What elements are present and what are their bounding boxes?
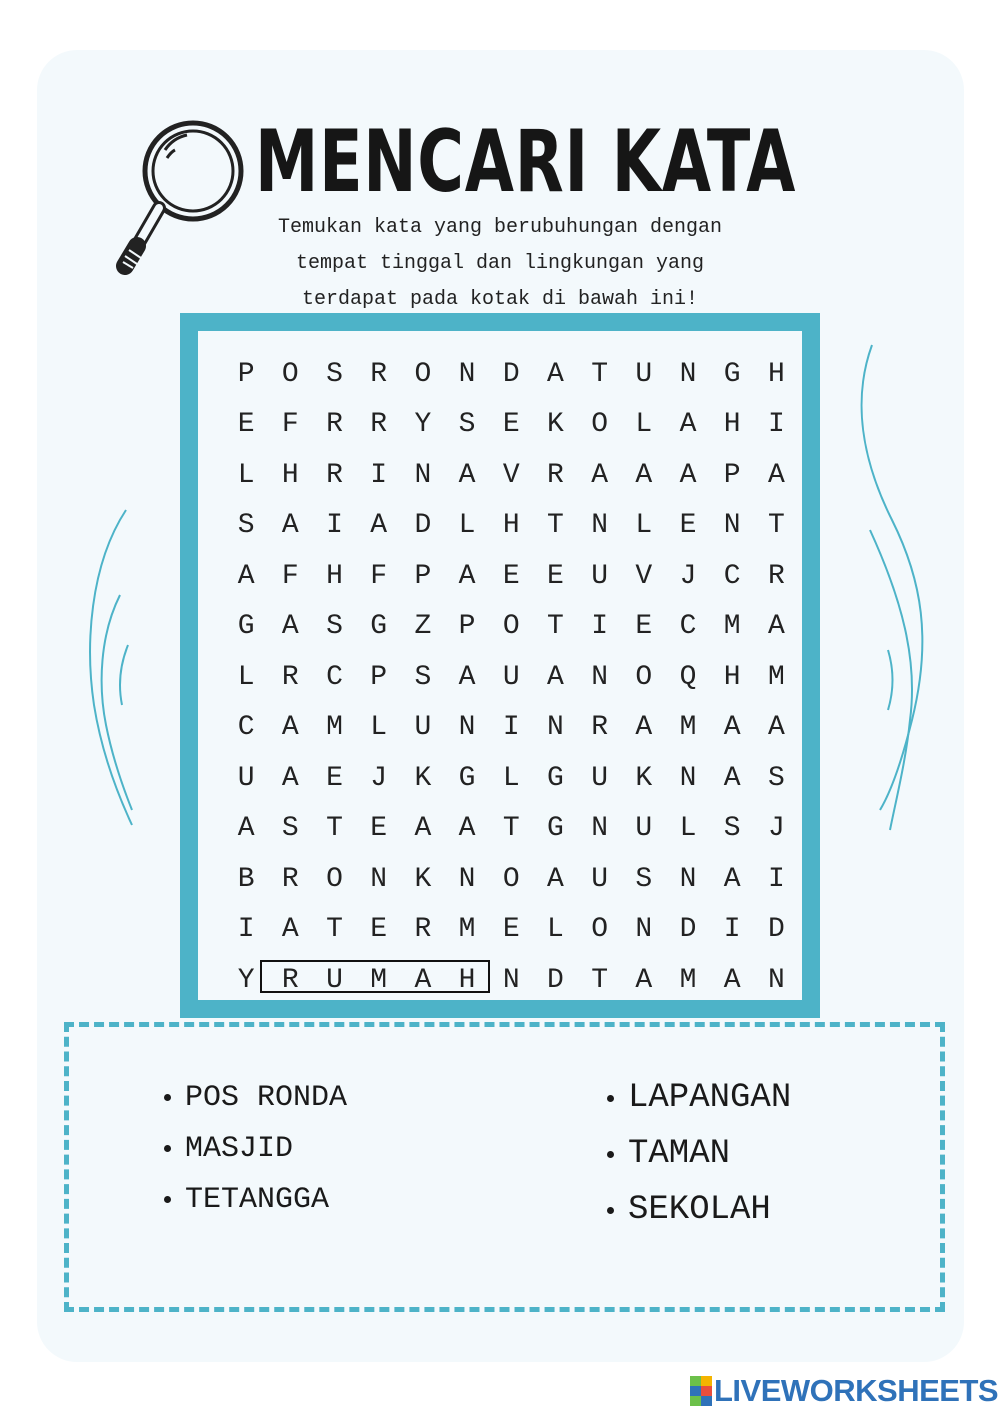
- grid-letter[interactable]: E: [326, 762, 343, 794]
- grid-letter[interactable]: A: [591, 459, 608, 491]
- grid-letter[interactable]: S: [414, 661, 432, 693]
- grid-letter[interactable]: O: [414, 358, 432, 390]
- grid-letter[interactable]: I: [591, 611, 608, 643]
- word-item: [164, 1072, 347, 1123]
- grid-letter[interactable]: R: [281, 964, 299, 996]
- grid-letter[interactable]: C: [237, 712, 255, 744]
- grid-letter[interactable]: M: [458, 914, 476, 946]
- grid-letter[interactable]: E: [502, 560, 520, 592]
- grid-letter[interactable]: R: [414, 914, 432, 946]
- grid-letter[interactable]: A: [635, 964, 653, 996]
- grid-letter[interactable]: U: [502, 661, 520, 693]
- grid-letter[interactable]: S: [723, 813, 741, 845]
- grid-letter[interactable]: U: [326, 964, 343, 996]
- grid-letter[interactable]: T: [767, 510, 785, 542]
- grid-letter[interactable]: K: [414, 762, 432, 794]
- grid-letter[interactable]: E: [547, 560, 564, 592]
- grid-letter[interactable]: A: [281, 762, 299, 794]
- grid-letter[interactable]: L: [635, 510, 653, 542]
- grid-letter[interactable]: N: [591, 661, 608, 693]
- grid-letter[interactable]: D: [679, 914, 697, 946]
- grid-letter[interactable]: N: [635, 914, 653, 946]
- grid-letter[interactable]: U: [591, 560, 608, 592]
- grid-letter[interactable]: S: [326, 358, 343, 390]
- grid-letter[interactable]: M: [326, 712, 343, 744]
- grid-letter[interactable]: K: [635, 762, 653, 794]
- grid-letter[interactable]: O: [502, 611, 520, 643]
- grid-letter[interactable]: Y: [414, 409, 432, 441]
- grid-letter[interactable]: N: [458, 358, 476, 390]
- grid-letter[interactable]: A: [767, 611, 785, 643]
- grid-letter[interactable]: A: [281, 914, 299, 946]
- grid-letter[interactable]: Z: [414, 611, 432, 643]
- bullet-icon: [164, 1145, 171, 1152]
- grid-letter[interactable]: A: [281, 510, 299, 542]
- grid-letter[interactable]: N: [679, 762, 697, 794]
- grid-letter[interactable]: A: [767, 712, 785, 744]
- grid-letter[interactable]: L: [370, 712, 388, 744]
- decorative-wave-right: [852, 340, 942, 840]
- grid-letter[interactable]: G: [370, 611, 388, 643]
- grid-letter[interactable]: E: [679, 510, 697, 542]
- grid-letter[interactable]: I: [237, 914, 255, 946]
- grid-letter[interactable]: F: [281, 560, 299, 592]
- grid-letter[interactable]: O: [591, 409, 608, 441]
- grid-letter[interactable]: E: [370, 813, 388, 845]
- grid-letter[interactable]: I: [767, 409, 785, 441]
- grid-letter[interactable]: K: [547, 409, 564, 441]
- grid-letter[interactable]: V: [635, 560, 653, 592]
- grid-letter[interactable]: S: [635, 863, 653, 895]
- grid-letter[interactable]: P: [458, 611, 476, 643]
- grid-letter[interactable]: D: [502, 358, 520, 390]
- grid-letter[interactable]: I: [370, 459, 388, 491]
- grid-letter[interactable]: I: [723, 914, 741, 946]
- grid-letter[interactable]: H: [326, 560, 343, 592]
- grid-letter[interactable]: A: [237, 813, 255, 845]
- grid-letter[interactable]: P: [237, 358, 255, 390]
- grid-letter[interactable]: L: [679, 813, 697, 845]
- grid-letter[interactable]: A: [414, 813, 432, 845]
- grid-letter[interactable]: N: [458, 863, 476, 895]
- grid-letter[interactable]: H: [502, 510, 520, 542]
- grid-letter[interactable]: S: [281, 813, 299, 845]
- grid-letter[interactable]: O: [635, 661, 653, 693]
- grid-letter[interactable]: L: [635, 409, 653, 441]
- word-item: [164, 1123, 347, 1174]
- instructions: Temukan kata yang berubuhungan dengan tempat tinggal dan lingkungan yang terdapat pada kotak di bawah ini!: [277, 216, 723, 311]
- grid-letter[interactable]: T: [502, 813, 520, 845]
- grid-letter[interactable]: N: [679, 863, 697, 895]
- grid-letter[interactable]: K: [414, 863, 432, 895]
- grid-letter[interactable]: S: [326, 611, 343, 643]
- grid-letter[interactable]: M: [679, 712, 697, 744]
- grid-letter[interactable]: H: [281, 459, 299, 491]
- grid-letter[interactable]: A: [370, 510, 388, 542]
- grid-letter[interactable]: N: [767, 964, 785, 996]
- grid-letter[interactable]: D: [414, 510, 432, 542]
- grid-letter[interactable]: G: [547, 813, 564, 845]
- grid-letter[interactable]: V: [502, 459, 520, 491]
- grid-letter[interactable]: A: [635, 712, 653, 744]
- grid-letter[interactable]: A: [723, 964, 741, 996]
- grid-letter[interactable]: R: [281, 661, 299, 693]
- word-label: LAPANGAN: [628, 1079, 792, 1117]
- grid-letter[interactable]: M: [679, 964, 697, 996]
- grid-letter[interactable]: S: [458, 409, 476, 441]
- bullet-icon: [164, 1196, 171, 1203]
- bullet-icon: [607, 1151, 614, 1158]
- grid-letter[interactable]: I: [767, 863, 785, 895]
- word-bank-box: [64, 1022, 945, 1312]
- grid-letter[interactable]: A: [547, 661, 564, 693]
- grid-letter[interactable]: T: [591, 964, 608, 996]
- grid-letter[interactable]: B: [237, 863, 255, 895]
- grid-letter[interactable]: N: [370, 863, 388, 895]
- grid-letter[interactable]: N: [502, 964, 520, 996]
- word-label: SEKOLAH: [628, 1191, 771, 1229]
- bullet-icon: [607, 1207, 614, 1214]
- grid-letter[interactable]: P: [414, 560, 432, 592]
- grid-letter[interactable]: A: [679, 459, 697, 491]
- page-title: MENCARI KATA: [255, 112, 797, 212]
- word-item: [607, 1070, 791, 1126]
- grid-letter[interactable]: U: [591, 762, 608, 794]
- grid-letter[interactable]: H: [458, 964, 476, 996]
- grid-letter[interactable]: L: [237, 459, 255, 491]
- grid-letter[interactable]: C: [326, 661, 343, 693]
- grid-letter[interactable]: N: [547, 712, 564, 744]
- grid-letter[interactable]: L: [547, 914, 564, 946]
- word-list-right: [607, 1070, 791, 1238]
- grid-letter[interactable]: E: [502, 914, 520, 946]
- grid-letter[interactable]: A: [547, 358, 564, 390]
- grid-letter[interactable]: U: [635, 358, 653, 390]
- grid-letter[interactable]: H: [723, 661, 741, 693]
- grid-letter[interactable]: E: [502, 409, 520, 441]
- grid-letter[interactable]: R: [370, 358, 388, 390]
- grid-letter[interactable]: R: [326, 459, 343, 491]
- grid-letter[interactable]: A: [458, 459, 476, 491]
- grid-letter[interactable]: N: [591, 510, 608, 542]
- grid-letter[interactable]: A: [547, 863, 564, 895]
- grid-letter[interactable]: U: [635, 813, 653, 845]
- grid-letter[interactable]: O: [591, 914, 608, 946]
- grid-letter[interactable]: O: [502, 863, 520, 895]
- grid-letter[interactable]: T: [326, 914, 343, 946]
- grid-letter[interactable]: A: [723, 863, 741, 895]
- word-search-frame: [180, 313, 820, 1018]
- grid-letter[interactable]: D: [547, 964, 564, 996]
- grid-letter[interactable]: P: [370, 661, 388, 693]
- grid-letter[interactable]: G: [723, 358, 741, 390]
- grid-letter[interactable]: Q: [679, 661, 697, 693]
- grid-letter[interactable]: N: [679, 358, 697, 390]
- grid-letter[interactable]: S: [767, 762, 785, 794]
- grid-letter[interactable]: A: [458, 813, 476, 845]
- grid-letter[interactable]: T: [547, 611, 564, 643]
- decorative-wave-left: [80, 505, 150, 835]
- grid-letter[interactable]: N: [723, 510, 741, 542]
- grid-letter[interactable]: A: [281, 712, 299, 744]
- grid-letter[interactable]: I: [502, 712, 520, 744]
- word-item: [607, 1126, 791, 1182]
- grid-letter[interactable]: L: [458, 510, 476, 542]
- word-label: TETANGGA: [185, 1182, 330, 1217]
- grid-letter[interactable]: G: [547, 762, 564, 794]
- word-label: MASJID: [185, 1131, 294, 1166]
- grid-letter[interactable]: Y: [237, 964, 255, 996]
- bullet-icon: [164, 1094, 171, 1101]
- grid-letter[interactable]: E: [237, 409, 255, 441]
- grid-letter[interactable]: N: [591, 813, 608, 845]
- grid-letter[interactable]: A: [635, 459, 653, 491]
- grid-letter[interactable]: G: [237, 611, 255, 643]
- grid-letter[interactable]: F: [281, 409, 299, 441]
- grid-letter[interactable]: C: [723, 560, 741, 592]
- grid-letter[interactable]: H: [767, 358, 785, 390]
- grid-letter[interactable]: L: [237, 661, 255, 693]
- grid-letter[interactable]: A: [281, 611, 299, 643]
- grid-letter[interactable]: P: [723, 459, 741, 491]
- letter-grid: [224, 349, 798, 1006]
- grid-letter[interactable]: U: [414, 712, 432, 744]
- found-word-highlight: [260, 960, 490, 993]
- grid-letter[interactable]: A: [723, 762, 741, 794]
- grid-letter[interactable]: A: [237, 560, 255, 592]
- word-label: POS RONDA: [185, 1080, 348, 1115]
- grid-letter[interactable]: A: [723, 712, 741, 744]
- word-item: [607, 1182, 791, 1238]
- grid-letter[interactable]: O: [326, 863, 343, 895]
- grid-letter[interactable]: A: [767, 459, 785, 491]
- grid-letter[interactable]: T: [591, 358, 608, 390]
- grid-letter[interactable]: T: [547, 510, 564, 542]
- grid-letter[interactable]: A: [414, 964, 432, 996]
- word-label: TAMAN: [628, 1135, 731, 1173]
- grid-letter[interactable]: M: [723, 611, 741, 643]
- grid-letter[interactable]: F: [370, 560, 388, 592]
- grid-letter[interactable]: N: [414, 459, 432, 491]
- grid-letter[interactable]: O: [281, 358, 299, 390]
- grid-letter[interactable]: J: [370, 762, 388, 794]
- grid-letter[interactable]: J: [767, 813, 785, 845]
- grid-letter[interactable]: N: [458, 712, 476, 744]
- grid-letter[interactable]: R: [591, 712, 608, 744]
- grid-letter[interactable]: R: [547, 459, 564, 491]
- grid-letter[interactable]: E: [370, 914, 388, 946]
- grid-letter[interactable]: G: [458, 762, 476, 794]
- grid-letter[interactable]: R: [281, 863, 299, 895]
- grid-letter[interactable]: U: [237, 762, 255, 794]
- grid-letter[interactable]: R: [767, 560, 785, 592]
- grid-letter[interactable]: T: [326, 813, 343, 845]
- grid-letter[interactable]: C: [679, 611, 697, 643]
- grid-letter[interactable]: A: [458, 560, 476, 592]
- word-list-left: [164, 1072, 347, 1225]
- grid-letter[interactable]: H: [723, 409, 741, 441]
- grid-letter[interactable]: U: [591, 863, 608, 895]
- grid-letter[interactable]: A: [679, 409, 697, 441]
- grid-letter[interactable]: L: [502, 762, 520, 794]
- grid-letter[interactable]: I: [326, 510, 343, 542]
- bullet-icon: [607, 1095, 614, 1102]
- grid-letter[interactable]: D: [767, 914, 785, 946]
- grid-letter[interactable]: A: [458, 661, 476, 693]
- liveworksheets-logo: [690, 1374, 998, 1408]
- grid-letter[interactable]: J: [679, 560, 697, 592]
- grid-letter[interactable]: E: [635, 611, 653, 643]
- grid-letter[interactable]: M: [370, 964, 388, 996]
- liveworksheets-logo-icon: [690, 1376, 712, 1406]
- grid-letter[interactable]: S: [237, 510, 255, 542]
- grid-letter[interactable]: R: [326, 409, 343, 441]
- grid-letter[interactable]: R: [370, 409, 388, 441]
- word-item: [164, 1174, 347, 1225]
- grid-letter[interactable]: M: [767, 661, 785, 693]
- brand-name: LIVEWORKSHEETS: [714, 1373, 999, 1408]
